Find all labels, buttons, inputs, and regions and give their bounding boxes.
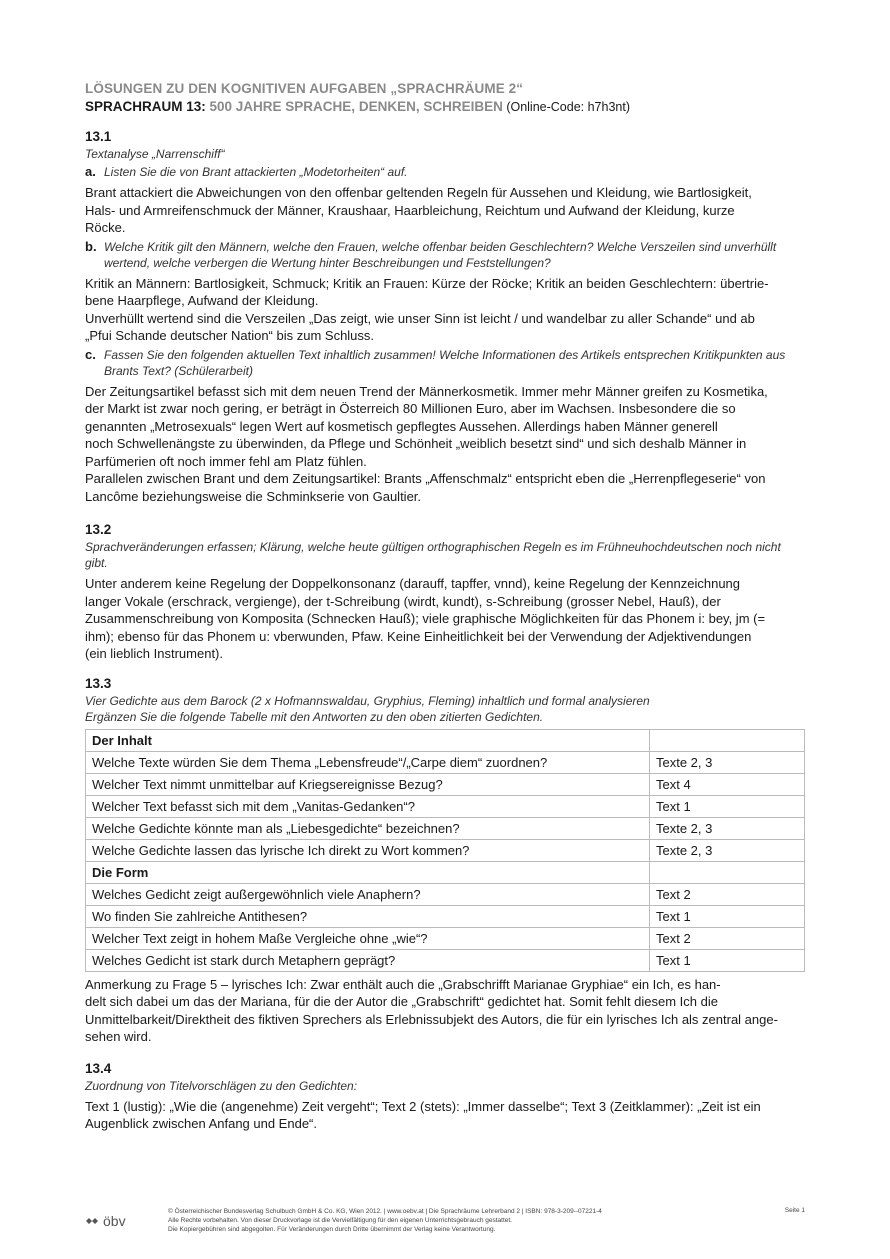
question-b-label: b. (85, 238, 97, 254)
note-line: delt sich dabei um das der Mariana, für die der Autor die „Grabschrift“ gedichtet hat. Somit fehlt diesem Ich die (85, 994, 718, 1009)
answer-line: Hals- und Armreifenschmuck der Männer, Kraushaar, Haarbleichung, Reichtum und Aufwand der Kleidung, kurze (85, 202, 735, 218)
answer-line: Kritik an Männern: Bartlosigkeit, Schmuck; Kritik an Frauen: Kürze der Röcke; Kritik an beiden Geschlechtern: übertrie- (85, 275, 769, 291)
table-row (86, 839, 805, 861)
answer-line: Augenblick zwischen Anfang und Ende“. (85, 1116, 317, 1131)
table-cell-question: Welche Gedichte könnte man als „Liebesgedichte“ bezeichnen? (86, 817, 650, 839)
copyright-notice (168, 1207, 728, 1234)
table-cell-answer (650, 861, 805, 883)
question-a-label: a. (85, 164, 96, 179)
section-13-4-topic: Zuordnung von Titelvorschlägen zu den Gedichten: (85, 1078, 358, 1093)
copyright-line: Die Kopiergebühren sind abgegolten. Für Veränderungen durch Dritte übernimmt der Verlag keine Verantwortung. (168, 1226, 496, 1233)
question-b (85, 239, 805, 271)
answer-line: Unverhüllt wertend sind die Verszeilen „Das zeigt, wie unser Sinn ist leicht / und wandelbar zu aller Schande“ und ab (85, 310, 755, 326)
question-c (85, 347, 805, 379)
answer-line: bene Haarpflege, Aufwand der Kleidung. (85, 293, 319, 308)
answer-line: noch Schwellenängste zu überwinden, da Pflege und Schönheit „weiblich besetzt sind“ und sich deshalb Männer in (85, 436, 747, 451)
topic-line: Sprachveränderungen erfassen; Klärung, welche heute gültigen orthographischen Regeln es im Frühneuhochdeutschen noch nicht (85, 540, 781, 554)
table-cell-answer: Texte 2, 3 (650, 839, 805, 861)
question-a (85, 164, 805, 180)
answer-line: Lancôme beziehungsweise die Schminkserie von Gaultier. (85, 488, 422, 504)
answer-line: Brant attackiert die Abweichungen von den offenbar geltenden Regeln für Aussehen und Kleidung, wie Bartlosigkeit, (85, 185, 752, 200)
publisher-logo (85, 1213, 126, 1229)
answer-a (85, 184, 805, 237)
answer-line: langer Vokale (erschrack, vergienge), der t-Schreibung (wirdt, kundt), s-Schreibung (grosser Nebel, Hauß), der (85, 593, 721, 609)
topic-line: Ergänzen Sie die folgende Tabelle mit den Antworten zu den oben zitierten Gedichten. (85, 709, 544, 724)
answer-line: genannten „Metrosexuals“ legen Wert auf kosmetisch gepflegtes Aussehen. Allerdings haben Männer generell (85, 418, 718, 434)
table-cell-question: Welches Gedicht zeigt außergewöhnlich viele Anaphern? (86, 883, 650, 905)
table-cell-answer: Texte 2, 3 (650, 817, 805, 839)
chapter-title (85, 98, 805, 116)
answer-c (85, 383, 805, 506)
table-row (86, 949, 805, 971)
note-line: sehen wird. (85, 1029, 152, 1044)
section-13-3-note (85, 976, 805, 1046)
table-row (86, 905, 805, 927)
answer-line: Röcke. (85, 220, 126, 235)
publisher-logo-text: öbv (103, 1213, 126, 1229)
table-cell-question: Welcher Text zeigt in hohem Maße Vergleiche ohne „wie“? (86, 927, 650, 949)
section-13-4-answer (85, 1098, 805, 1133)
answer-line: der Markt ist zwar noch gering, er beträgt in Österreich 80 Millionen Euro, aber im Wachsen. Insbesondere die so (85, 401, 736, 416)
publisher-logo-icon (85, 1216, 99, 1226)
answer-line: Unter anderem keine Regelung der Doppelkonsonanz (darauff, tapffer, vnnd), keine Regelung der Kennzeichnung (85, 576, 741, 591)
answer-line: (ein lieblich Instrument). (85, 646, 223, 661)
document-page (85, 80, 805, 1133)
question-c-label: c. (85, 346, 96, 362)
copyright-line: © Österreichischer Bundesverlag Schulbuch GmbH & Co. KG, Wien 2012. | www.oebv.at | Die Sprachräume Lehrerband 2 | ISBN: 978-3-209--07221-4 (168, 1208, 602, 1215)
online-code: (Online-Code: h7h3nt) (502, 100, 630, 114)
question-a-text: Listen Sie die von Brant attackierten „Modetorheiten“ auf. (104, 165, 408, 179)
table-row (86, 883, 805, 905)
chapter-subtitle: 500 JAHRE SPRACHE, DENKEN, SCHREIBEN (209, 99, 503, 114)
question-line: Welche Kritik gilt den Männern, welche den Frauen, welche offenbar beiden Geschlechtern? Welche Verszeilen sind unverhüllt (104, 239, 777, 254)
table-cell-answer: Text 1 (650, 905, 805, 927)
table-cell-question: Wo finden Sie zahlreiche Antithesen? (86, 905, 650, 927)
poem-analysis-table (85, 729, 805, 972)
table-cell-question: Der Inhalt (86, 729, 650, 751)
copyright-line: Alle Rechte vorbehalten. Von dieser Druckvorlage ist die Vervielfältigung für den eigenen Unterrichtsgebrauch gestattet. (168, 1217, 512, 1224)
section-13-2-answer (85, 575, 805, 663)
section-13-3-topic (85, 693, 805, 725)
table-cell-answer: Text 4 (650, 773, 805, 795)
table-cell-question: Die Form (86, 861, 650, 883)
question-line: wertend, welche verbergen die Wertung hinter Beschreibungen und Feststellungen? (104, 255, 551, 270)
question-line: Brants Text? (Schülerarbeit) (104, 363, 253, 378)
chapter-prefix: SPRACHRAUM 13: (85, 99, 210, 114)
topic-line: gibt. (85, 556, 108, 570)
answer-line: Parallelen zwischen Brant und dem Zeitungsartikel: Brants „Affenschmalz“ entspricht eben die „Herrenpflegeserie“ von (85, 471, 766, 486)
table-cell-answer: Text 1 (650, 949, 805, 971)
topic-line: Vier Gedichte aus dem Barock (2 x Hofmannswaldau, Gryphius, Fleming) inhaltlich und formal analysieren (85, 693, 650, 708)
answer-line: Zusammenschreibung von Komposita (Schnecken Hauß); viele graphische Möglichkeiten für das Phonem i: bey, jm (= (85, 611, 766, 626)
section-13-1-number: 13.1 (85, 129, 112, 144)
answer-line: Text 1 (lustig): „Wie die (angenehme) Zeit vergeht“; Text 2 (stets): „Immer dasselbe“; Text 3 (Zeitklammer): „Zeit ist ein (85, 1098, 761, 1114)
document-title: LÖSUNGEN ZU DEN KOGNITIVEN AUFGABEN „SPRACHRÄUME 2“ (85, 81, 524, 96)
section-13-2-topic (85, 539, 805, 571)
table-row (86, 751, 805, 773)
answer-line: Parfümerien oft noch immer fehl am Platz fühlen. (85, 453, 367, 469)
table-row (86, 861, 805, 883)
table-row (86, 773, 805, 795)
table-row (86, 795, 805, 817)
answer-line: „Pfui Schande deutscher Nation“ bis zum Schluss. (85, 328, 375, 343)
question-b-text (104, 239, 776, 271)
section-13-1-topic: Textanalyse „Narrenschiff“ (85, 147, 225, 161)
note-line: Unmittelbarkeit/Direktheit des fiktiven Sprechers als Erlebnissubjekt des Autors, die für ein lyrisches Ich als zentral ange- (85, 1011, 778, 1027)
table-cell-answer: Text 1 (650, 795, 805, 817)
table-cell-question: Welcher Text befasst sich mit dem „Vanitas-Gedanken“? (86, 795, 650, 817)
table-cell-answer: Texte 2, 3 (650, 751, 805, 773)
answer-b (85, 275, 805, 345)
table-cell-question: Welcher Text nimmt unmittelbar auf Kriegsereignisse Bezug? (86, 773, 650, 795)
table-cell-question: Welches Gedicht ist stark durch Metaphern geprägt? (86, 949, 650, 971)
table-row (86, 817, 805, 839)
question-c-text (104, 347, 785, 379)
answer-line: ihm); ebenso für das Phonem u: vberwunden, Pfaw. Keine Einheitlichkeit bei der Verwendung der Adjektivendungen (85, 628, 752, 644)
answer-line: Der Zeitungsartikel befasst sich mit dem neuen Trend der Männerkosmetik. Immer mehr Männer greifen zu Kosmetika, (85, 383, 768, 399)
section-13-4-number: 13.4 (85, 1060, 112, 1076)
section-13-2-number: 13.2 (85, 522, 112, 537)
table-cell-answer: Text 2 (650, 883, 805, 905)
page-number: Seite 1 (784, 1207, 805, 1214)
note-line: Anmerkung zu Frage 5 – lyrisches Ich: Zwar enthält auch die „Grabschrifft Marianae Gryphiae“ ein Ich, es han- (85, 976, 721, 992)
table-cell-question: Welche Gedichte lassen das lyrische Ich direkt zu Wort kommen? (86, 839, 650, 861)
question-line: Fassen Sie den folgenden aktuellen Text inhaltlich zusammen! Welche Informationen des Artikels entsprechen Kritikpunkten aus (104, 347, 786, 362)
table-cell-answer (650, 729, 805, 751)
table-row (86, 927, 805, 949)
table-cell-answer: Text 2 (650, 927, 805, 949)
table-cell-question: Welche Texte würden Sie dem Thema „Lebensfreude“/„Carpe diem“ zuordnen? (86, 751, 650, 773)
table-row (86, 729, 805, 751)
section-13-3-number: 13.3 (85, 675, 112, 691)
